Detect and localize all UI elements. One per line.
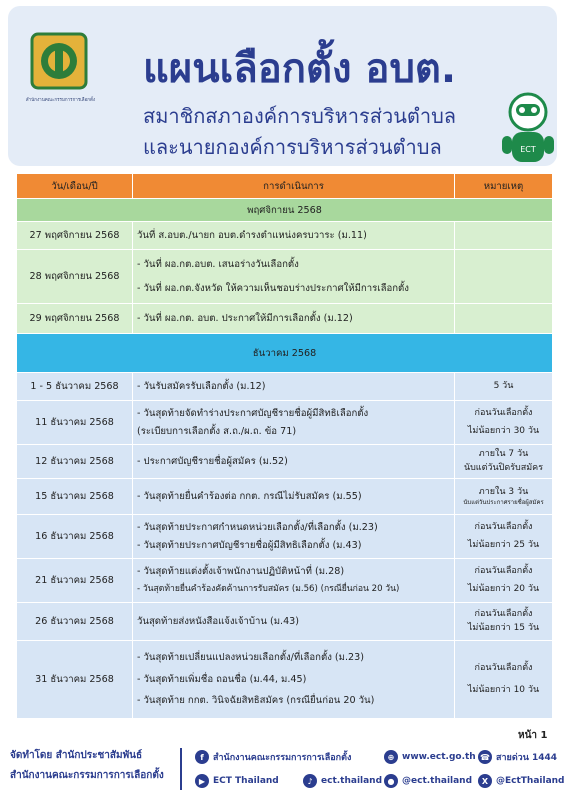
row-action: วันที่ ส.อบต./นายก อบต.ดำรงตำแหน่งครบวาระ (ม.11)	[133, 222, 455, 250]
row-note: ก่อนวันเลือกตั้ง ไม่น้อยกว่า 15 วัน	[455, 603, 553, 641]
row-note: ก่อนวันเลือกตั้ง ไม่น้อยกว่า 25 วัน	[455, 515, 553, 559]
tiktok-link[interactable]: ♪ ect.thailand	[303, 774, 382, 788]
page-number: หน้า 1	[518, 730, 548, 741]
table-row	[17, 222, 553, 250]
row-note: 5 วัน	[455, 373, 553, 401]
subtitle-line-1: สมาชิกสภาองค์การบริหารส่วนตำบล	[143, 104, 457, 128]
line-link[interactable]: ● @ect.thailand	[384, 774, 472, 788]
row-note	[455, 222, 553, 250]
table-header-row	[17, 174, 553, 199]
row-date: 28 พฤศจิกายน 2568	[17, 250, 133, 304]
row-action: - วันสุดท้ายยื่นคำร้องต่อ กกต. กรณีไม่รับสมัคร (ม.55)	[133, 479, 455, 515]
svg-text:ECT: ECT	[520, 145, 536, 154]
row-note: ภายใน 7 วัน นับแต่วันปิดรับสมัคร	[455, 445, 553, 479]
row-date: 31 ธันวาคม 2568	[17, 641, 133, 719]
facebook-link[interactable]: f สำนักงานคณะกรรมการการเลือกตั้ง	[195, 750, 351, 764]
row-action: - วันสุดท้ายเปลี่ยนแปลงหน่วยเลือกตั้ง/ที่เลือกตั้ง (ม.23) - วันสุดท้ายเพิ่มชื่อ ถอนชื่อ (ม.44, ม.45) - วันสุดท้าย กกต. วินิจฉัยสิทธิสมัคร (กรณียื่นก่อน 20 วัน)	[133, 641, 455, 719]
subtitle-line-2: และนายกองค์การบริหารส่วนตำบล	[143, 135, 442, 159]
table-row	[17, 479, 553, 515]
row-action: - วันสุดท้ายจัดทำร่างประกาศบัญชีรายชื่อผู้มีสิทธิเลือกตั้ง (ระเบียบการเลือกตั้ง ส.ถ./ผ.ถ. ข้อ 71)	[133, 401, 455, 445]
website-link[interactable]: ⊕ www.ect.go.th	[384, 750, 476, 764]
row-date: 11 ธันวาคม 2568	[17, 401, 133, 445]
month-label: ธันวาคม 2568	[17, 334, 553, 373]
row-note: ภายใน 3 วัน นับแต่วันประกาศรายชื่อผู้สมัคร	[455, 479, 553, 515]
table-row	[17, 603, 553, 641]
row-note: ก่อนวันเลือกตั้ง ไม่น้อยกว่า 10 วัน	[455, 641, 553, 719]
table-row	[17, 559, 553, 603]
ect-logo-icon	[28, 30, 90, 92]
col-header-note: หมายเหตุ	[455, 174, 553, 199]
youtube-icon: ▶	[195, 774, 209, 788]
phone-icon: ☎	[478, 750, 492, 764]
election-plan-table	[16, 173, 553, 719]
table-row	[17, 250, 553, 304]
hotline-link[interactable]: ☎ สายด่วน 1444	[478, 750, 557, 764]
row-action: - วันที่ ผอ.กต.อบต. เสนอร่างวันเลือกตั้ง - วันที่ ผอ.กต.จังหวัด ให้ความเห็นชอบร่างประกาศให้มีการเลือกตั้ง	[133, 250, 455, 304]
table-row	[17, 304, 553, 334]
row-note: ก่อนวันเลือกตั้ง ไม่น้อยกว่า 20 วัน	[455, 559, 553, 603]
line-icon: ●	[384, 774, 398, 788]
table-row	[17, 401, 553, 445]
row-date: 26 ธันวาคม 2568	[17, 603, 133, 641]
row-date: 1 - 5 ธันวาคม 2568	[17, 373, 133, 401]
month-row-november	[17, 199, 553, 222]
table-row	[17, 445, 553, 479]
row-date: 12 ธันวาคม 2568	[17, 445, 133, 479]
facebook-icon: f	[195, 750, 209, 764]
row-date: 29 พฤศจิกายน 2568	[17, 304, 133, 334]
row-action: - ประกาศบัญชีรายชื่อผู้สมัคร (ม.52)	[133, 445, 455, 479]
row-action: - วันที่ ผอ.กต. อบต. ประกาศให้มีการเลือกตั้ง (ม.12)	[133, 304, 455, 334]
table-row	[17, 515, 553, 559]
x-icon: X	[478, 774, 492, 788]
page-title: แผนเลือกตั้ง อบต.	[143, 46, 457, 92]
youtube-link[interactable]: ▶ ECT Thailand	[195, 774, 279, 788]
row-date: 21 ธันวาคม 2568	[17, 559, 133, 603]
row-note	[455, 250, 553, 304]
footer-divider	[180, 748, 182, 790]
header-banner	[8, 6, 557, 166]
row-action: - วันสุดท้ายประกาศกำหนดหน่วยเลือกตั้ง/ที่เลือกตั้ง (ม.23) - วันสุดท้ายประกาศบัญชีรายชื่อผู้มีสิทธิเลือกตั้ง (ม.43)	[133, 515, 455, 559]
col-header-action: การดำเนินการ	[133, 174, 455, 199]
table-row	[17, 373, 553, 401]
row-date: 27 พฤศจิกายน 2568	[17, 222, 133, 250]
row-action: - วันสุดท้ายแต่งตั้งเจ้าพนักงานปฏิบัติหน้าที่ (ม.28) - วันสุดท้ายยื่นคำร้องคัดค้านการรับสมัคร (ม.56) (กรณียื่นก่อน 20 วัน)	[133, 559, 455, 603]
row-action: - วันรับสมัครรับเลือกตั้ง (ม.12)	[133, 373, 455, 401]
footer-org-line-1: จัดทำโดย สำนักประชาสัมพันธ์	[10, 750, 143, 761]
row-note	[455, 304, 553, 334]
globe-icon: ⊕	[384, 750, 398, 764]
row-date: 16 ธันวาคม 2568	[17, 515, 133, 559]
row-action: วันสุดท้ายส่งหนังสือแจ้งเจ้าบ้าน (ม.43)	[133, 603, 455, 641]
tiktok-icon: ♪	[303, 774, 317, 788]
x-link[interactable]: X @EctThailand	[478, 774, 565, 788]
ect-mascot-icon	[494, 90, 562, 170]
month-row-december	[17, 334, 553, 373]
col-header-date: วัน/เดือน/ปี	[17, 174, 133, 199]
footer-org-line-2: สำนักงานคณะกรรมการการเลือกตั้ง	[10, 770, 164, 781]
row-note: ก่อนวันเลือกตั้ง ไม่น้อยกว่า 30 วัน	[455, 401, 553, 445]
month-label: พฤศจิกายน 2568	[17, 199, 553, 222]
row-date: 15 ธันวาคม 2568	[17, 479, 133, 515]
table-row	[17, 641, 553, 719]
logo-caption: สำนักงานคณะกรรมการการเลือกตั้ง	[25, 98, 96, 103]
